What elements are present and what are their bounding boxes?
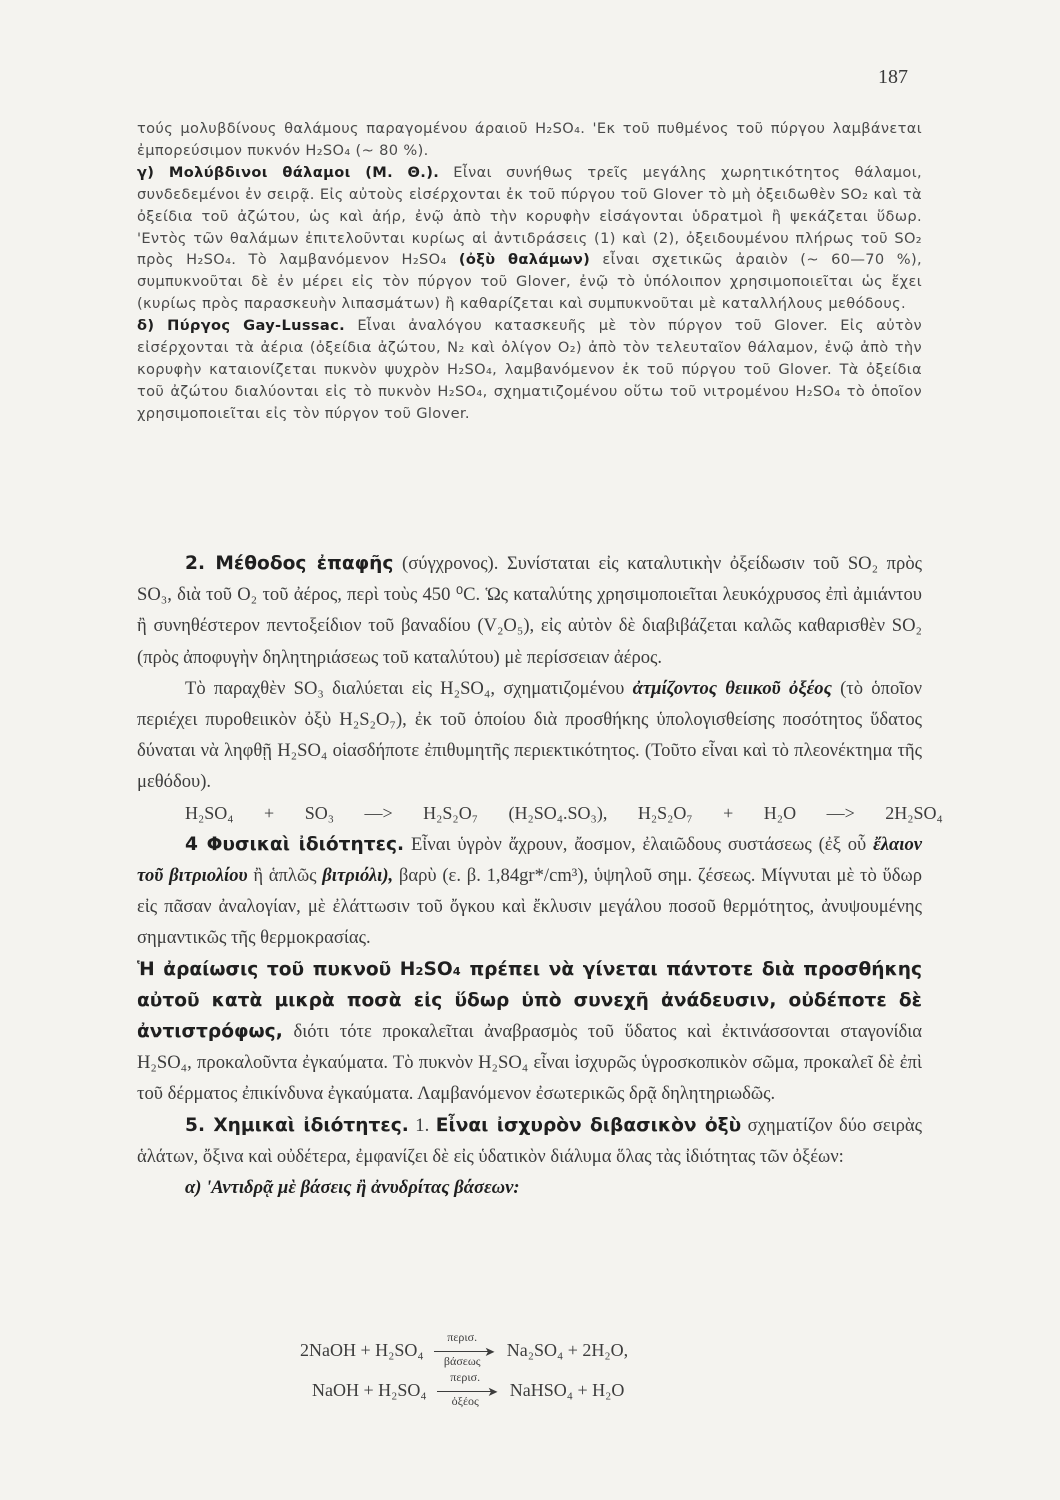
- reaction-2-left: NaOH + H₂SO₄: [312, 1380, 427, 1400]
- section-contact-process: [137, 548, 943, 1203]
- text-physical-a: Εἶναι ὑγρὸν ἄχρουν, ἄοσμον, ἐλαιῶδους συστάσεως (ἐξ οὗ: [404, 833, 874, 855]
- paragraph-intro: τούς μολυβδίνους θαλάμους παραγομένου άραιοῦ H₂SO₄. 'Εκ τοῦ πυθμένος τοῦ πύργου λαμβάνεται ἐμπορεύσιμον πυκνόν H₂SO₄ (~ 80 %).: [137, 120, 922, 159]
- paragraph-contact-method: [137, 548, 922, 673]
- paragraph-lead-chambers: [137, 162, 922, 315]
- reaction-1-arrow: περισ. ➤ βάσεως: [434, 1342, 496, 1362]
- text-oil-of-vitriol: ἔλαιον τοῦ βιτριολίου: [137, 833, 922, 887]
- heading-chemical: 5. Χημικαὶ ἰδιότητες.: [185, 1114, 409, 1136]
- reaction-2: [312, 1369, 625, 1408]
- paragraph-oleum: [137, 673, 922, 798]
- text-chamber-acid: (ὀξὺ θαλάμων): [458, 251, 591, 269]
- reaction-1-right: Na₂SO₄ + 2H₂O,: [506, 1340, 629, 1360]
- reaction-1: [300, 1329, 629, 1368]
- text-oleum-term: ἀτμίζοντος θειικοῦ ὀξέος: [632, 677, 832, 699]
- paragraph-gay-lussac: [137, 315, 922, 425]
- text-dilution-after: διότι τότε προκαλεῖται ἀναβρασμὸς τοῦ ὕδατος καὶ ἐκτινάσσονται σταγονίδια H₂SO₄, προκαλοῦντα ἐγκαύματα. Τὸ πυκνὸν H₂SO₄ εἶναι ἰσχυρῶς ὑγροσκοπικὸν σῶμα, προκαλεῖ δὲ ἐπὶ τοῦ δέρματος ἐπικίνδυνα ἐγκαύματα. Λαμβανόμενον ἐσωτερικῶς δρᾷ δηλητηριωδῶς.: [137, 1021, 922, 1105]
- text-oleum-a: Τὸ παραχθὲν SO₃ διαλύεται εἰς H₂SO₄, σχηματιζομένου: [185, 677, 633, 699]
- heading-physical: 4 Φυσικαὶ ἰδιότητες.: [185, 833, 405, 855]
- paragraph-chemical: [137, 1110, 922, 1172]
- text-vitriol: βιτριόλι),: [322, 865, 394, 887]
- text-lead-chambers-tail: εἶναι σχετικῶς ἀραιὸν (~ 60—70 %), συμπυκνοῦται δὲ ἐν μέρει εἰς τὸν πύργον τοῦ Glover, ἐνῷ τὸ ὑπόλοιπον χρησιμοποιεῖται ὡς ἔχει (κυρίως πρὸς παρασκευὴν λιπασμάτων) ἢ καθαρίζεται καὶ συμπυκνοῦται μὲ καταλλήλους μεθόδους.: [137, 251, 922, 313]
- text-chemical-rest: σχηματίζον δύο σειρὰς ἁλάτων, ὄξινα καὶ οὐδέτερα, ἐμφανίζει δὲ εἰς ὑδατικὸν διάλυμα ὅλας τὰς ἰδιότητας τῶν ὀξέων:: [137, 1114, 923, 1167]
- heading-lead-chambers: γ) Μολύβδινοι θάλαμοι (Μ. Θ.).: [137, 163, 440, 181]
- reaction-1-condition-top: περισ.: [447, 1329, 478, 1344]
- heading-gay-lussac: δ) Πύργος Gay-Lussac.: [137, 317, 346, 335]
- text-contact-method: (σύγχρονος). Συνίσταται εἰς καταλυτικὴν ὀξείδωσιν τοῦ SO₂ πρὸς SO₃, διὰ τοῦ O₂ τοῦ ἀέρος, περὶ τοὺς 450 ⁰C. Ὡς καταλύτης χρησιμοποιεῖται λευκόχρυσος ἐπὶ ἀμιάντου ἢ συνηθέστερον πεντοξείδιον τοῦ βαναδίου (V₂O₅), εἰς αὐτὸν δὲ διαβιβάζεται καλῶς καθαρισθὲν SO₂ (πρὸς ἀποφυγὴν δηλητηριάσεως τοῦ καταλύτου) μὲ περίσσειαν ἀέρος.: [137, 553, 922, 668]
- reaction-2-right: NaHSO₄ + H₂O: [509, 1380, 625, 1400]
- page-number: 187: [878, 66, 908, 88]
- reaction-2-arrow: περισ. ➤ ὀξέος: [437, 1382, 499, 1402]
- text-chemical-num: 1.: [408, 1114, 436, 1136]
- reaction-1-left: 2NaOH + H₂SO₄: [300, 1340, 424, 1360]
- text-gay-lussac: Εἶναι ἀναλόγου κατασκευῆς μὲ τὸν πύργον τοῦ Glover. Εἰς αὐτὸν εἰσέρχονται τὰ ἀέρια (ὀξείδια ἀζώτου, N₂ καὶ ὀλίγον O₂) ἀπὸ τὸν τελευταῖον θάλαμον, ἐνῷ ἀπὸ τὴν κορυφὴν καταιονίζεται πυκνὸν ψυχρὸν H₂SO₄, λαμβανόμενον ἐκ τοῦ πύργου τοῦ Glover. Τὰ ὀξείδια τοῦ ἀζώτου διαλύονται εἰς τὸ πυκνὸν H₂SO₄, σχηματιζομένου οὕτω τοῦ νιτρομένου H₂SO₄ τὸ ὁποῖον χρησιμοποιεῖται εἰς τὸν πύργον τοῦ Glover.: [137, 317, 922, 422]
- heading-contact-method: 2. Μέθοδος ἐπαφῆς: [185, 553, 394, 574]
- text-oleum-c: (τὸ ὁποῖον περιέχει πυροθειικὸν ὀξὺ H₂S₂O₇), ἐκ τοῦ ὁποίου διὰ προσθήκης ὑπολογισθείσης ποσότητος ὕδατος δύναται νὰ ληφθῇ H₂SO₄ οἱασδήποτε ἐπιθυμητῆς περιεκτικότητος. (Τοῦτο εἶναι καὶ τὸ πλεονέκτημα τῆς μεθόδου).: [137, 677, 922, 793]
- paragraph-alpha: [137, 1172, 922, 1203]
- text-strong-acid: Εἶναι ἰσχυρὸν διβασικὸν ὀξὺ: [435, 1114, 742, 1136]
- section-chamber-process: [137, 118, 922, 425]
- text-physical-c: ἢ ἁπλῶς: [247, 865, 323, 887]
- text-physical-e: βαρὺ (ε. β. 1,84gr*/cm³), ὑψηλοῦ σημ. ζέσεως. Μίγνυται μὲ τὸ ὕδωρ εἰς πᾶσαν ἀναλογίαν, μὲ ἐλάττωσιν τοῦ ὄγκου καὶ ἔκλυσιν μεγάλου ποσοῦ θερμότητος, ἀνυψουμένης σημαντικῶς τῆς θερμοκρασίας.: [137, 865, 922, 949]
- heading-alpha: α) 'Αντιδρᾷ μὲ βάσεις ἢ ἀνυδρίτας βάσεων:: [185, 1177, 520, 1199]
- reaction-2-condition-bottom: ὀξέος: [451, 1393, 479, 1408]
- text-dilution-warning: Ἡ ἀραίωσις τοῦ πυκνοῦ H₂SO₄ πρέπει νὰ γίνεται πάντοτε διὰ προσθήκης αὐτοῦ κατὰ μικρὰ ποσὰ εἰς ὕδωρ ὑπὸ συνεχῆ ἀνάδευσιν, οὐδέποτε δὲ ἀντιστρόφως,: [137, 958, 922, 1043]
- paragraph-physical: [137, 829, 922, 954]
- equation-oleum: H₂SO₄ + SO₃ —> H₂S₂O₇ (H₂SO₄.SO₃), H₂S₂O₇ + H₂O —> 2H₂SO₄: [185, 802, 943, 823]
- paragraph-dilution-warning: [137, 954, 922, 1110]
- text-lead-chambers: Εἶναι συνήθως τρεῖς μεγάλης χωρητικότητος θάλαμοι, συνδεδεμένοι ἐν σειρᾷ. Εἰς αὐτοὺς εἰσέρχονται ἐκ τοῦ πύργου τοῦ Glover τὸ μὴ ὀξειδωθὲν SO₂ καὶ τὰ ὀξείδια τοῦ ἀζώτου, ὡς καὶ ἀήρ, ἐνῷ ἀπὸ τὴν κορυφὴν εἰσάγονται ὑδρατμοὶ ἢ ψεκάζεται ὕδωρ. 'Εντὸς τῶν θαλάμων ἐπιτελοῦνται κυρίως αἱ ἀντιδράσεις (1) καὶ (2), ὀξειδουμένου πλήρως τοῦ SO₂ πρὸς H₂SO₄. Τὸ λαμβανόμενον H₂SO₄: [137, 163, 922, 269]
- reaction-2-condition-top: περισ.: [450, 1369, 481, 1384]
- reaction-1-condition-bottom: βάσεως: [443, 1353, 481, 1368]
